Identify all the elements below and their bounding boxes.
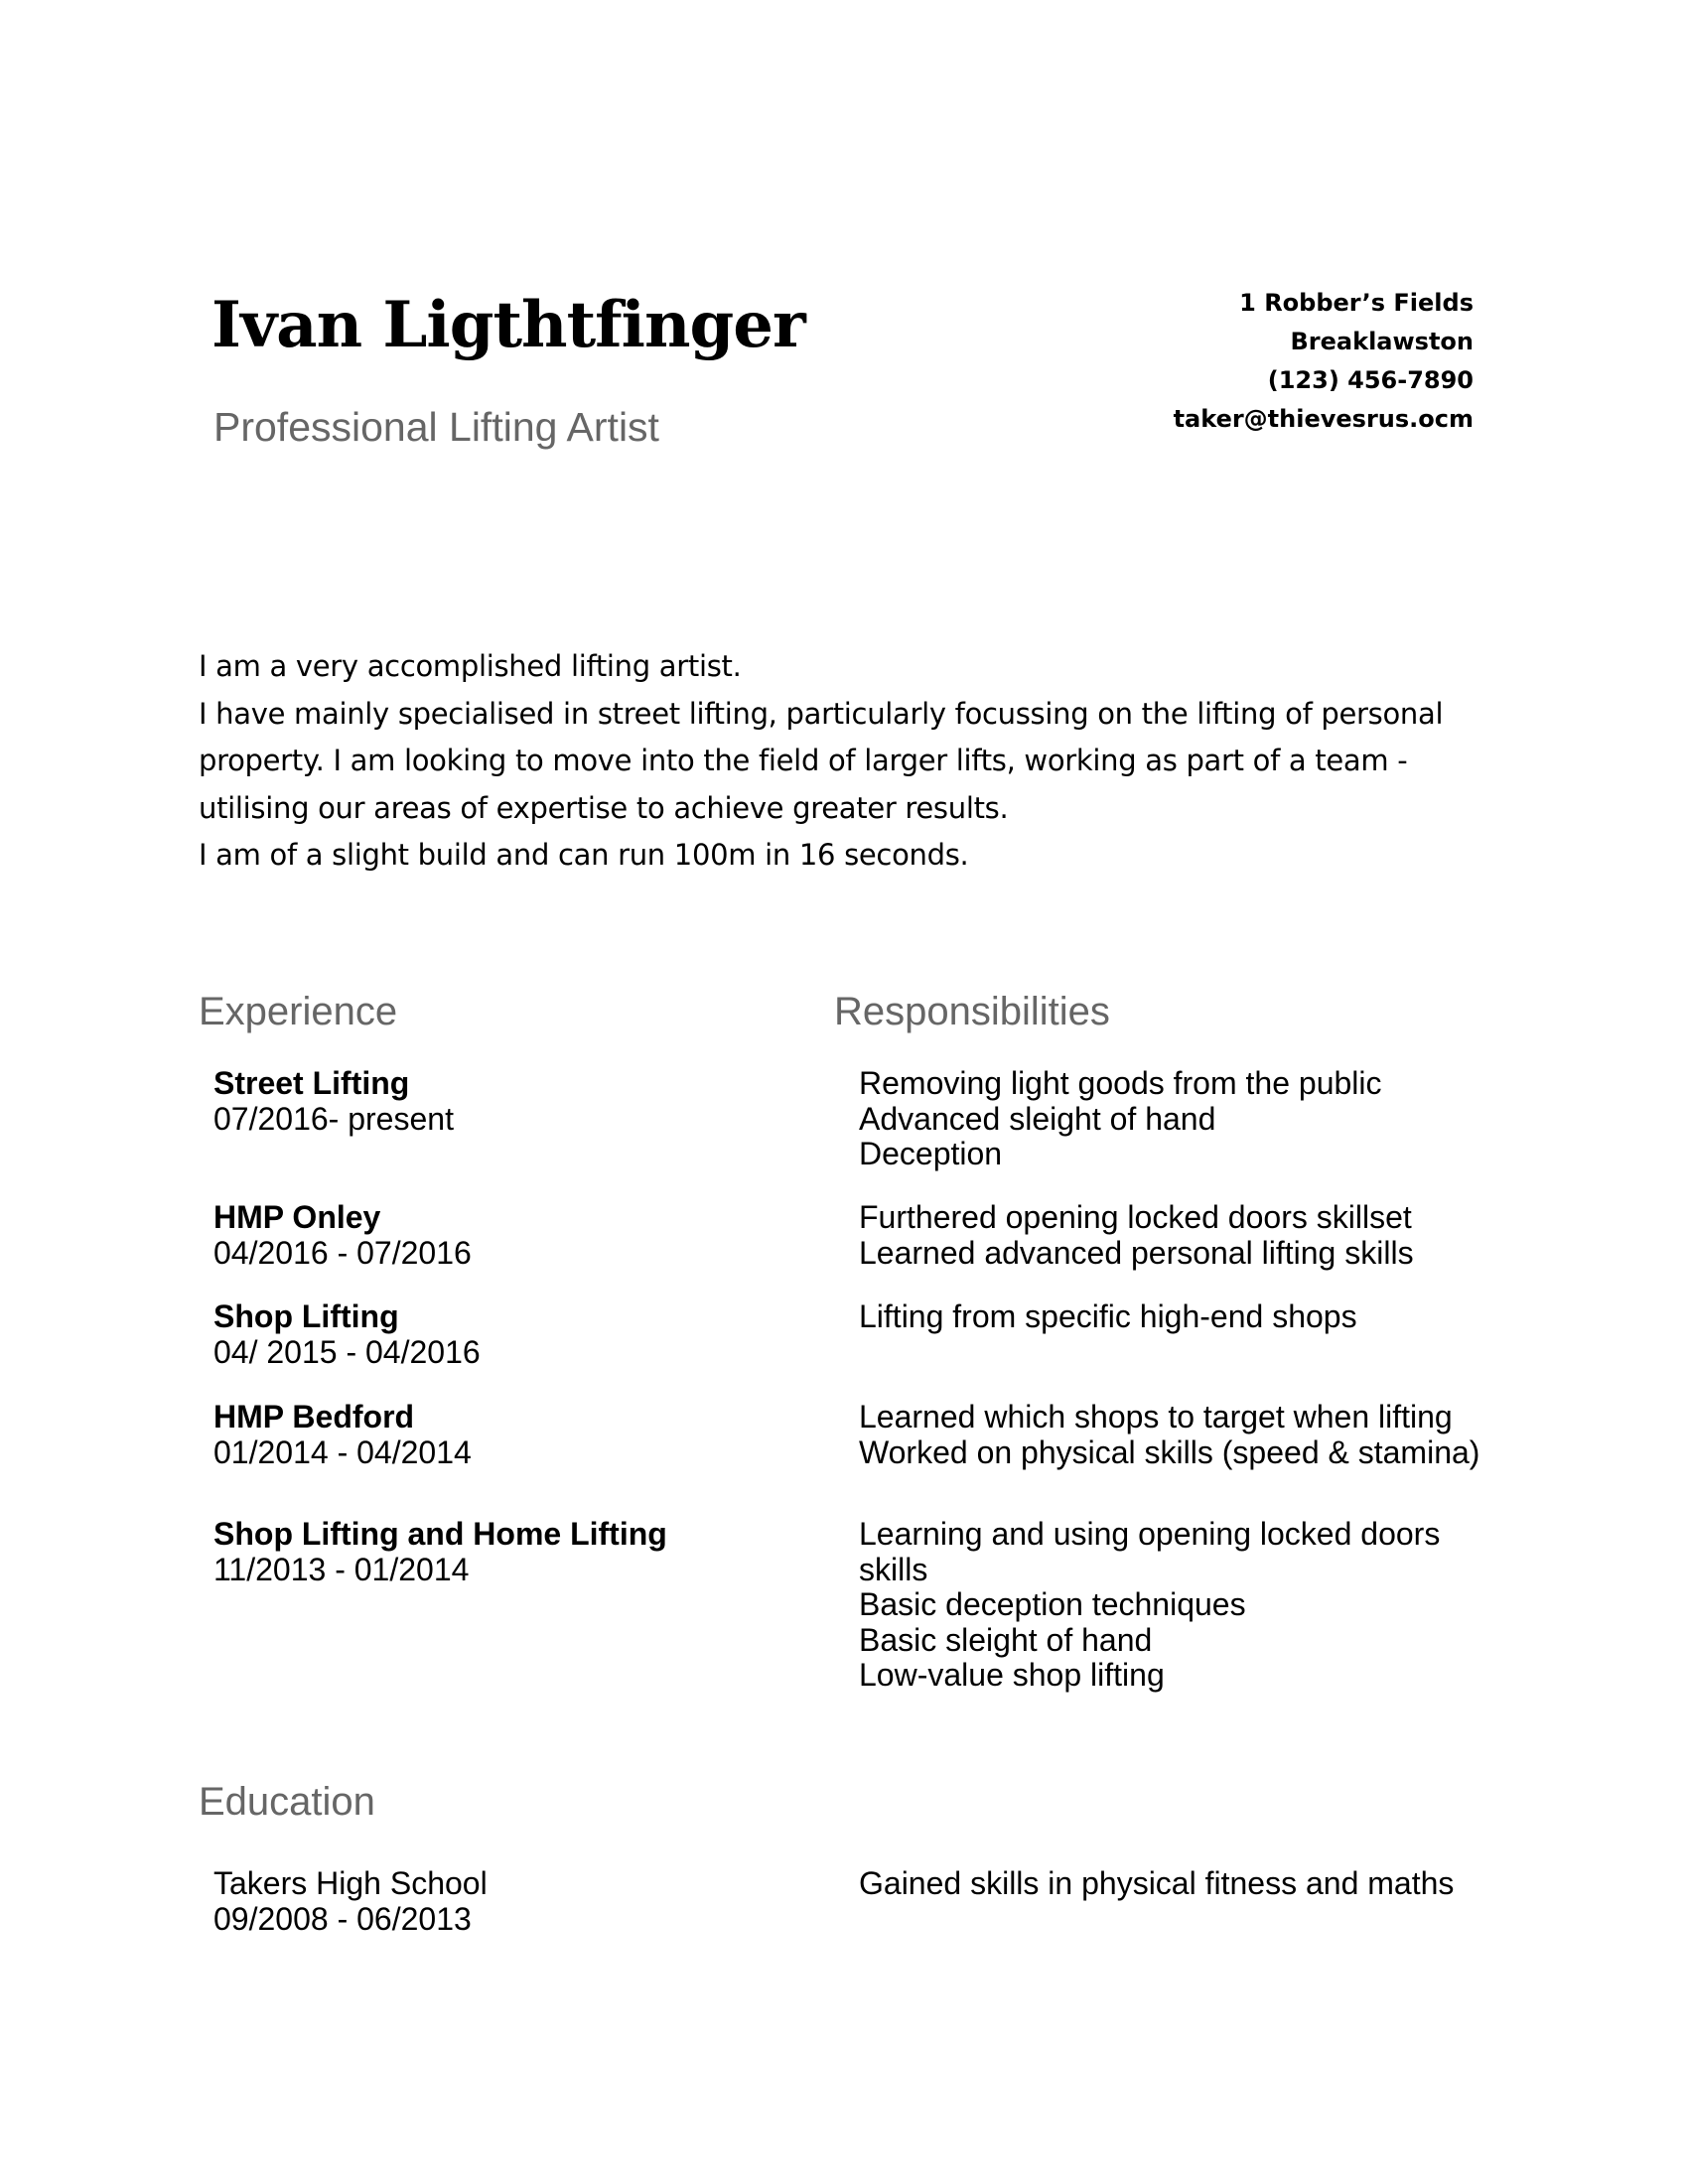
summary-line: utilising our areas of expertise to achieve greater results. [199,790,1009,825]
education-description-text: Gained skills in physical fitness and maths [859,1865,1455,1901]
experience-dates: 11/2013 - 01/2014 [213,1551,470,1587]
contact-block [1174,284,1474,439]
responsibility-item: Low-value shop lifting [859,1657,1165,1693]
summary-line: I am a very accomplished lifting artist. [199,649,742,683]
experience-entry [213,1066,454,1137]
experience-entry [213,1517,667,1587]
responsibilities-heading: Responsibilities [834,990,1110,1033]
summary-line: property. I am looking to move into the field of larger lifts, working as part of a team - [199,744,1408,777]
experience-title: Shop Lifting and Home Lifting [213,1516,667,1552]
responsibility-item: skills [859,1551,928,1587]
education-heading: Education [199,1780,375,1824]
experience-dates: 01/2014 - 04/2014 [213,1433,472,1470]
experience-title: HMP Onley [213,1199,381,1235]
address-line-1: 1 Robber’s Fields [1239,289,1474,317]
experience-title: Street Lifting [213,1065,410,1101]
responsibility-item: Deception [859,1136,1003,1171]
experience-dates: 07/2016- present [213,1100,454,1137]
responsibility-list [859,1066,1382,1172]
candidate-tagline: Professional Lifting Artist [213,404,659,450]
email-address: taker@thievesrus.ocm [1173,405,1474,433]
responsibility-list [859,1200,1414,1271]
responsibility-item: Worked on physical skills (speed & stamina) [859,1433,1480,1470]
experience-title: HMP Bedford [213,1399,415,1434]
responsibility-item: Advanced sleight of hand [859,1100,1216,1137]
responsibility-item: Learned advanced personal lifting skills [859,1234,1414,1271]
responsibility-item: Lifting from specific high-end shops [859,1298,1357,1334]
responsibility-item: Removing light goods from the public [859,1065,1382,1101]
experience-entry [213,1299,481,1370]
experience-entry [213,1200,472,1271]
experience-title: Shop Lifting [213,1298,399,1334]
responsibility-item: Basic deception techniques [859,1586,1246,1622]
responsibility-list [859,1299,1357,1335]
experience-entry [213,1400,472,1470]
experience-dates: 04/ 2015 - 04/2016 [213,1333,481,1370]
candidate-name: Ivan Ligthtfinger [211,288,805,362]
responsibility-item: Learning and using opening locked doors [859,1516,1441,1552]
summary-line: I have mainly specialised in street lifting, particularly focussing on the lifting of personal [199,696,1444,731]
responsibility-list [859,1517,1440,1694]
responsibility-item: Basic sleight of hand [859,1621,1153,1658]
experience-heading: Experience [199,990,398,1033]
address-line-2: Breaklawston [1290,328,1474,355]
education-dates: 09/2008 - 06/2013 [213,1900,472,1937]
experience-dates: 04/2016 - 07/2016 [213,1234,472,1271]
responsibility-item: Learned which shops to target when lifting [859,1399,1453,1434]
education-description [859,1866,1454,1902]
responsibility-item: Furthered opening locked doors skillset [859,1199,1412,1235]
summary-line: I am of a slight build and can run 100m in 16 seconds. [199,838,969,872]
summary-paragraph [199,643,1489,880]
education-entry [213,1866,488,1937]
school-name: Takers High School [213,1865,488,1901]
phone-number: (123) 456-7890 [1267,366,1474,394]
responsibility-list [859,1400,1479,1470]
